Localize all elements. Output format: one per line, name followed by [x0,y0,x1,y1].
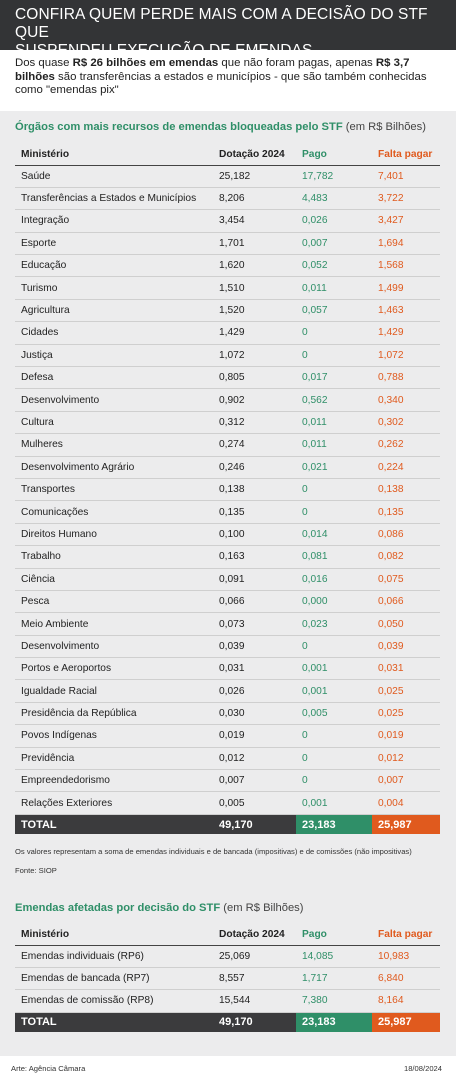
table1-total-falta: 25,987 [372,814,440,834]
intro-text-3: são transferências a estados e municípios - que são também conhecidas como "emendas pix" [15,70,427,96]
footer [0,1058,456,1080]
table2-header-pago: Pago [296,925,372,945]
dotacao-cell: 1,701 [213,232,296,254]
pago-cell: 0,011 [296,434,372,456]
table-row [15,255,440,277]
pago-cell: 0,017 [296,367,372,389]
ministerio-cell: Previdência [15,747,213,769]
intro-bold-2: R$ 3,7 bilhões [15,57,410,83]
dotacao-cell: 1,429 [213,322,296,344]
falta-cell: 0,004 [372,792,440,814]
table2-body [15,945,440,1012]
ministerio-cell: Desenvolvimento [15,635,213,657]
ministerio-cell: Agricultura [15,299,213,321]
falta-cell: 0,012 [372,747,440,769]
table-row [15,590,440,612]
pago-cell: 0,001 [296,792,372,814]
table-row [15,501,440,523]
pago-cell: 4,483 [296,187,372,209]
falta-cell: 7,401 [372,165,440,187]
falta-cell: 6,840 [372,967,440,989]
ministerio-cell: Saúde [15,165,213,187]
footer-credit: Arte: Agência Câmara [11,1064,86,1073]
dotacao-cell: 0,138 [213,478,296,500]
table1-unit: (em R$ Bilhões) [345,121,426,133]
ministerio-cell: Portos e Aeroportos [15,658,213,680]
falta-cell: 1,568 [372,255,440,277]
table1-note: Os valores representam a soma de emendas individuais e de bancada (impositivas) e de comissões (não impositivas) [15,847,412,856]
falta-cell: 3,427 [372,210,440,232]
table-row [15,680,440,702]
dotacao-cell: 0,026 [213,680,296,702]
table2-header-row [15,925,440,945]
table1-title-text: Órgãos com mais recursos de emendas bloqueadas pelo STF [15,121,343,133]
content-panel [0,111,456,1056]
falta-cell: 0,262 [372,434,440,456]
ministerio-cell: Integração [15,210,213,232]
dotacao-cell: 0,312 [213,411,296,433]
falta-cell: 0,340 [372,389,440,411]
dotacao-cell: 0,066 [213,590,296,612]
dotacao-cell: 0,091 [213,568,296,590]
falta-cell: 0,086 [372,523,440,545]
table1-header-dotacao: Dotação 2024 [213,145,296,165]
falta-cell: 1,429 [372,322,440,344]
falta-cell: 0,302 [372,411,440,433]
table1-body [15,165,440,814]
ministerio-cell: Direitos Humano [15,523,213,545]
dotacao-cell: 0,005 [213,792,296,814]
falta-cell: 0,066 [372,590,440,612]
ministerio-cell: Cultura [15,411,213,433]
ministerio-cell: Emendas de comissão (RP8) [15,990,213,1012]
falta-cell: 0,050 [372,613,440,635]
pago-cell: 17,782 [296,165,372,187]
table-row [15,523,440,545]
falta-cell: 0,082 [372,546,440,568]
dotacao-cell: 0,274 [213,434,296,456]
dotacao-cell: 0,902 [213,389,296,411]
falta-cell: 1,463 [372,299,440,321]
table-row [15,990,440,1012]
dotacao-cell: 25,069 [213,945,296,967]
table-row [15,277,440,299]
falta-cell: 1,694 [372,232,440,254]
falta-cell: 0,019 [372,725,440,747]
table-row [15,232,440,254]
dotacao-cell: 1,620 [213,255,296,277]
table-row [15,770,440,792]
table-row [15,299,440,321]
pago-cell: 0,081 [296,546,372,568]
ministerio-cell: Povos Indígenas [15,725,213,747]
intro-text-1: Dos quase [15,57,73,69]
pago-cell: 0 [296,501,372,523]
pago-cell: 0 [296,478,372,500]
pago-cell: 0,057 [296,299,372,321]
table1-total-row [15,814,440,834]
table-row [15,456,440,478]
ministerio-cell: Relações Exteriores [15,792,213,814]
table2-total-falta: 25,987 [372,1012,440,1032]
dotacao-cell: 1,520 [213,299,296,321]
dotacao-cell: 3,454 [213,210,296,232]
pago-cell: 7,380 [296,990,372,1012]
table1-header-ministerio: Ministério [15,145,213,165]
dotacao-cell: 0,007 [213,770,296,792]
table-row [15,613,440,635]
table-row [15,367,440,389]
pago-cell: 0,562 [296,389,372,411]
table-row [15,702,440,724]
table1-total-dotacao: 49,170 [213,814,296,834]
falta-cell: 0,788 [372,367,440,389]
table-row [15,635,440,657]
pago-cell: 1,717 [296,967,372,989]
dotacao-cell: 0,805 [213,367,296,389]
table2-total-row [15,1012,440,1032]
page-title-line-1: CONFIRA QUEM PERDE MAIS COM A DECISÃO DO STF QUE [15,6,428,41]
ministerio-cell: Presidência da República [15,702,213,724]
ministerio-cell: Educação [15,255,213,277]
table-amendments [15,925,440,1032]
pago-cell: 0,023 [296,613,372,635]
falta-cell: 3,722 [372,187,440,209]
table2-title [15,902,303,914]
falta-cell: 0,007 [372,770,440,792]
table2-total-dotacao: 49,170 [213,1012,296,1032]
ministerio-cell: Cidades [15,322,213,344]
table1-source: Fonte: SIOP [15,866,57,875]
table-organs [15,145,440,834]
pago-cell: 0,011 [296,411,372,433]
ministerio-cell: Emendas de bancada (RP7) [15,967,213,989]
falta-cell: 0,031 [372,658,440,680]
table-row [15,792,440,814]
pago-cell: 0,001 [296,658,372,680]
table1-total-label: TOTAL [15,814,213,834]
table-row [15,322,440,344]
ministerio-cell: Turismo [15,277,213,299]
dotacao-cell: 0,073 [213,613,296,635]
falta-cell: 0,224 [372,456,440,478]
falta-cell: 0,135 [372,501,440,523]
pago-cell: 0,021 [296,456,372,478]
table-row [15,967,440,989]
falta-cell: 0,025 [372,702,440,724]
ministerio-cell: Meio Ambiente [15,613,213,635]
pago-cell: 0,016 [296,568,372,590]
dotacao-cell: 1,510 [213,277,296,299]
table1-header-pago: Pago [296,145,372,165]
ministerio-cell: Pesca [15,590,213,612]
falta-cell: 10,983 [372,945,440,967]
table-row [15,945,440,967]
dotacao-cell: 0,012 [213,747,296,769]
pago-cell: 0,011 [296,277,372,299]
dotacao-cell: 0,031 [213,658,296,680]
dotacao-cell: 0,100 [213,523,296,545]
dotacao-cell: 0,019 [213,725,296,747]
table2-header-dotacao: Dotação 2024 [213,925,296,945]
falta-cell: 0,025 [372,680,440,702]
falta-cell: 0,039 [372,635,440,657]
ministerio-cell: Desenvolvimento Agrário [15,456,213,478]
intro-text-2: que não foram pagas, apenas [218,57,376,69]
ministerio-cell: Emendas individuais (RP6) [15,945,213,967]
ministerio-cell: Empreendedorismo [15,770,213,792]
ministerio-cell: Justiça [15,344,213,366]
pago-cell: 0 [296,725,372,747]
ministerio-cell: Esporte [15,232,213,254]
ministerio-cell: Transportes [15,478,213,500]
ministerio-cell: Desenvolvimento [15,389,213,411]
ministerio-cell: Comunicações [15,501,213,523]
table-row [15,411,440,433]
pago-cell: 0 [296,344,372,366]
pago-cell: 0 [296,635,372,657]
dotacao-cell: 0,163 [213,546,296,568]
table-row [15,187,440,209]
table-row [15,434,440,456]
intro-paragraph [15,57,445,98]
table1-header-falta: Falta pagar [372,145,440,165]
dotacao-cell: 15,544 [213,990,296,1012]
ministerio-cell: Defesa [15,367,213,389]
dotacao-cell: 1,072 [213,344,296,366]
dotacao-cell: 0,135 [213,501,296,523]
table2-unit: (em R$ Bilhões) [223,902,304,914]
ministerio-cell: Trabalho [15,546,213,568]
pago-cell: 0 [296,322,372,344]
intro-bold-1: R$ 26 bilhões em emendas [72,57,219,69]
pago-cell: 0,052 [296,255,372,277]
table1-header-row [15,145,440,165]
table-row [15,747,440,769]
ministerio-cell: Mulheres [15,434,213,456]
table1-total-pago: 23,183 [296,814,372,834]
table-row [15,725,440,747]
table1-title [15,121,426,133]
falta-cell: 1,072 [372,344,440,366]
falta-cell: 8,164 [372,990,440,1012]
ministerio-cell: Transferências a Estados e Municípios [15,187,213,209]
footer-date: 18/08/2024 [403,1064,442,1073]
page-title-line-2: SUSPENDEU EXECUÇÃO DE EMENDAS [15,42,313,59]
pago-cell: 0,000 [296,590,372,612]
dotacao-cell: 0,030 [213,702,296,724]
table-row [15,478,440,500]
table2-header-falta: Falta pagar [372,925,440,945]
table-row [15,210,440,232]
dotacao-cell: 0,039 [213,635,296,657]
table-row [15,344,440,366]
table2-header-ministerio: Ministério [15,925,213,945]
table-row [15,546,440,568]
dotacao-cell: 8,206 [213,187,296,209]
ministerio-cell: Ciência [15,568,213,590]
table-row [15,568,440,590]
table-row [15,389,440,411]
dotacao-cell: 25,182 [213,165,296,187]
pago-cell: 0 [296,770,372,792]
pago-cell: 14,085 [296,945,372,967]
table2-total-label: TOTAL [15,1012,213,1032]
pago-cell: 0,005 [296,702,372,724]
dotacao-cell: 8,557 [213,967,296,989]
falta-cell: 0,138 [372,478,440,500]
pago-cell: 0,014 [296,523,372,545]
ministerio-cell: Igualdade Racial [15,680,213,702]
pago-cell: 0 [296,747,372,769]
falta-cell: 0,075 [372,568,440,590]
table-row [15,658,440,680]
pago-cell: 0,026 [296,210,372,232]
falta-cell: 1,499 [372,277,440,299]
header [0,0,456,59]
table2-title-text: Emendas afetadas por decisão do STF [15,902,221,914]
dotacao-cell: 0,246 [213,456,296,478]
pago-cell: 0,001 [296,680,372,702]
table-row [15,165,440,187]
table2-total-pago: 23,183 [296,1012,372,1032]
pago-cell: 0,007 [296,232,372,254]
